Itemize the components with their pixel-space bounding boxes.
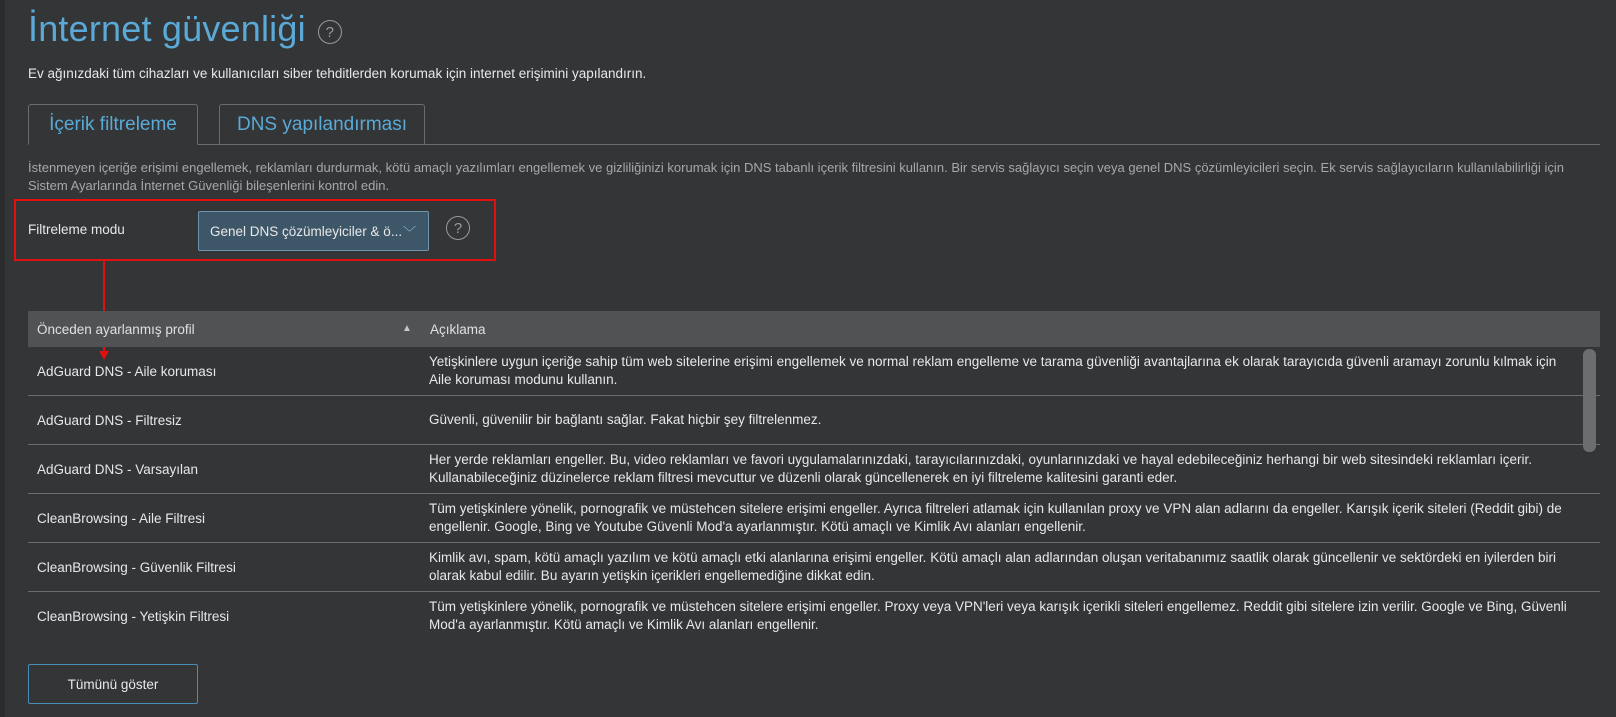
page-title: İnternet güvenliği (28, 8, 306, 49)
profile-description: Tüm yetişkinlere yönelik, pornografik ve müstehcen sitelere erişimi engeller. Ayrıca filtreleri atlamak için kullanılan proxy ve VPN alan adlarını da engeller. Karışık içerik siteleri (Reddit gibi) de engellenir. Google, Bing ve Youtube Güvenli Mod'a ayarlanmıştır. Kötü amaçlı ve Kimlik Avı alanları engellenir. (429, 501, 1562, 534)
page-subtitle: Ev ağınızdaki tüm cihazları ve kullanıcıları siber tehditlerden korumak için internet erişimini yapılandırın. (28, 66, 647, 81)
show-all-button[interactable]: Tümünü göster (28, 664, 198, 704)
help-icon[interactable]: ? (318, 20, 342, 44)
left-edge (0, 0, 5, 717)
table-row[interactable] (28, 396, 1600, 445)
sort-ascending-icon[interactable]: ▲ (402, 323, 412, 334)
title-row (28, 8, 342, 50)
table-row[interactable] (28, 494, 1600, 543)
header-profile[interactable]: Önceden ayarlanmış profil (37, 321, 195, 337)
profile-name: CleanBrowsing - Yetişkin Filtresi (37, 608, 230, 624)
profile-name: CleanBrowsing - Aile Filtresi (37, 510, 206, 526)
table-header (28, 311, 1600, 347)
header-description: Açıklama (430, 321, 486, 337)
table-row[interactable] (28, 445, 1600, 494)
table-scrollbar[interactable] (1583, 349, 1596, 452)
filter-mode-value: Genel DNS çözümleyiciler & ö... (210, 223, 403, 239)
profiles-table (28, 311, 1600, 641)
profile-description: Yetişkinlere uygun içeriğe sahip tüm web sitelerine erişimi engellemek ve normal reklam engelleme ve tarama güvenliği avantajlarına ek olarak tarayıcıda güvenli aramayı zorunlu kılmak için Aile koruması modunu kullanın. (429, 354, 1557, 387)
tab-dns-configuration[interactable]: DNS yapılandırması (219, 104, 425, 144)
tab-bar (28, 104, 1600, 145)
chevron-down-icon: ﹀ (402, 225, 416, 240)
filter-mode-select[interactable] (198, 211, 429, 251)
table-row[interactable] (28, 347, 1600, 396)
profile-description: Güvenli, güvenilir bir bağlantı sağlar. Fakat hiçbir şey filtrelenmez. (429, 412, 822, 427)
profile-name: AdGuard DNS - Aile koruması (37, 363, 217, 379)
table-row[interactable] (28, 592, 1600, 641)
filter-help-icon[interactable]: ? (446, 216, 470, 240)
profile-description: Kimlik avı, spam, kötü amaçlı yazılım ve kötü amaçlı etki alanlarına erişimi engeller. Kötü amaçlı alan adlarından oluşan veritabanımız saatlik olarak güncellenir ve sektördeki en iyilerden biri olarak kabul edilir. Bu ayarın yetişkin içerikleri engellemediğine dikkat edin. (429, 550, 1557, 583)
profile-name: AdGuard DNS - Filtresiz (37, 412, 182, 428)
tab-content-filtering[interactable]: İçerik filtreleme (28, 104, 198, 145)
section-description: İstenmeyen içeriğe erişimi engellemek, reklamları durdurmak, kötü amaçlı yazılımları engellemek ve gizliliğinizi korumak için DNS tabanlı içerik filtresini kullanın. Bir servis sağlayıcı seçin veya genel DNS çözümleyicileri seçin. Ek servis sağlayıcıların kullanılabilirliği için Sistem Ayarlarında İnternet Güvenliği bileşenlerini kontrol edin. (28, 160, 1565, 193)
profile-description: Her yerde reklamları engeller. Bu, video reklamları ve favori uygulamalarınızdaki, tarayıcılarınızdaki, oyunlarınızdaki ve hayal edebileceğiniz herhangi bir web sitesindeki reklamları içerir. Kullanabileceğiniz düzinelerce reklam filtresi mevcuttur ve düzenli olarak güncellenerek en iyi filtreleme kalitesini garanti eder. (429, 452, 1533, 485)
profile-name: CleanBrowsing - Güvenlik Filtresi (37, 559, 236, 575)
filter-mode-label: Filtreleme modu (28, 222, 125, 237)
profile-description: Tüm yetişkinlere yönelik, pornografik ve müstehcen sitelere erişimi engeller. Proxy veya VPN'leri veya karışık içerikli siteleri engellemez. Reddit gibi sitelere izin verilir. Google ve Bing, Güvenli Mod'a ayarlanmıştır. Kötü amaçlı ve Kimlik Avı alanları engellenir. (429, 599, 1567, 632)
table-row[interactable] (28, 543, 1600, 592)
profile-name: AdGuard DNS - Varsayılan (37, 461, 199, 477)
